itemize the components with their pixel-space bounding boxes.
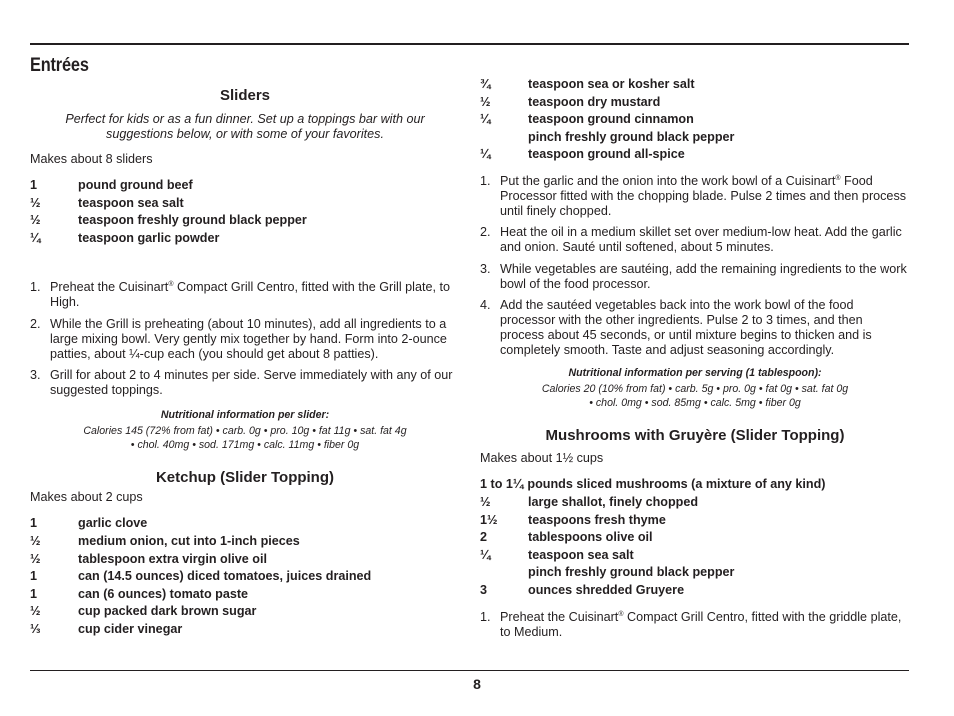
mushrooms-ingredients	[480, 476, 910, 599]
ingredient-item: teaspoon sea salt	[528, 547, 634, 562]
ingredient-item: tablespoons olive oil	[528, 530, 653, 545]
ingredient-item: teaspoon ground cinnamon	[528, 112, 694, 127]
ingredient-row	[480, 94, 910, 112]
step-item	[480, 262, 910, 292]
ingredient-row	[480, 512, 910, 530]
mushrooms-title: Mushrooms with Gruyère (Slider Topping)	[545, 427, 845, 445]
ingredient-item: garlic clove	[78, 516, 148, 531]
ingredient-quantity: ½	[480, 94, 491, 109]
ingredient-row	[30, 515, 460, 533]
sliders-nutrition-line: • chol. 40mg • sod. 171mg • calc. 11mg • fiber 0g	[130, 439, 360, 452]
ingredient-row	[30, 533, 460, 551]
ingredient-row	[480, 111, 910, 129]
ketchup-nutrition	[480, 366, 910, 410]
ingredient-quantity: ⅓	[30, 621, 41, 636]
ingredient-quantity: 1	[30, 586, 38, 601]
ingredient-quantity: 2	[480, 530, 488, 545]
ingredient-row	[30, 212, 460, 230]
page-number: 8	[473, 676, 481, 692]
ingredient-item: medium onion, cut into 1-inch pieces	[78, 533, 300, 548]
ketchup-nutrition-line: • chol. 0mg • sod. 85mg • calc. 5mg • fiber 0g	[589, 397, 801, 410]
ingredient-row	[480, 547, 910, 565]
ingredient-item: tablespoon extra virgin olive oil	[78, 551, 267, 566]
step-item	[480, 174, 910, 219]
ingredient-row	[30, 551, 460, 569]
ingredient-quantity: 1	[30, 516, 38, 531]
step-text-part: Heat the oil in a medium skillet set over medium-low heat. Add the garlic and onion. Sauté until softened, about 5 minutes.	[500, 225, 902, 255]
ketchup-nutrition-title: Nutritional information per serving (1 tablespoon):	[568, 367, 822, 380]
sliders-nutrition	[30, 408, 460, 452]
step-item	[30, 280, 460, 310]
step-item	[480, 225, 910, 255]
step-text	[500, 225, 910, 255]
step-text-part: Add the sautéed vegetables back into the work bowl of the food processor with the other ingredients. Pulse 2 to 3 times, and then process about 45 seconds, or until mixture begins to thicken and is completely smooth. Taste and adjust seasoning accordingly.	[500, 298, 872, 358]
sliders-intro: Perfect for kids or as a fun dinner. Set up a toppings bar with our suggestions below, or with some of your favorites.	[65, 112, 425, 141]
ingredient-row	[30, 621, 460, 639]
ingredient-row	[30, 586, 460, 604]
ingredient-row	[30, 603, 460, 621]
ingredient-row	[480, 494, 910, 512]
ingredient-item: large shallot, finely chopped	[528, 495, 699, 510]
ingredient-quantity: ¼	[30, 230, 41, 245]
sliders-ingredients	[30, 177, 460, 247]
ingredient-quantity: 1½	[480, 512, 498, 527]
bottom-rule	[30, 670, 909, 671]
ketchup-yield: Makes about 2 cups	[30, 490, 143, 505]
ingredient-row	[30, 177, 460, 195]
step-text	[500, 262, 910, 292]
ingredient-row	[480, 476, 910, 494]
ingredient-quantity: 3	[480, 583, 488, 598]
ingredient-item: cup packed dark brown sugar	[78, 604, 257, 619]
left-column	[30, 86, 460, 639]
ketchup-nutrition-line: Calories 20 (10% from fat) • carb. 5g • pro. 0g • fat 0g • sat. fat 0g	[541, 383, 849, 396]
ingredient-row	[30, 195, 460, 213]
step-text	[50, 368, 460, 398]
ingredient-item: teaspoon sea or kosher salt	[528, 77, 695, 91]
ingredient-item: teaspoons fresh thyme	[528, 512, 666, 527]
ingredient-item: can (14.5 ounces) diced tomatoes, juices drained	[78, 569, 372, 584]
ingredient-quantity: ½	[30, 195, 41, 210]
step-number: 4.	[480, 298, 491, 313]
ingredient-quantity: ½	[30, 533, 41, 548]
ingredient-item: teaspoon freshly ground black pepper	[78, 213, 307, 228]
step-text-part: Preheat the Cuisinart	[500, 609, 619, 624]
step-number: 1.	[480, 173, 491, 188]
sliders-title: Sliders	[219, 87, 271, 104]
step-text-part: While the Grill is preheating (about 10 minutes), add all ingredients to a large mixing bowl. Very gently mix together by hand. Form into 2-ounce patties, about ¼-cup each (you should get about 8 patties).	[50, 316, 447, 361]
ingredient-item: cup cider vinegar	[78, 621, 183, 636]
step-item	[480, 610, 910, 640]
step-number: 1.	[30, 280, 41, 295]
registered-mark: ®	[835, 174, 841, 182]
step-text	[500, 174, 910, 219]
ingredient-quantity: ½	[30, 551, 41, 566]
step-item	[30, 368, 460, 398]
ingredient-quantity: ¼	[480, 112, 491, 127]
ingredient-item: teaspoon dry mustard	[528, 94, 661, 109]
ketchup-steps	[480, 174, 910, 359]
step-text-part: Preheat the Cuisinart	[50, 280, 169, 295]
ingredient-item: pound ground beef	[78, 178, 193, 192]
step-text	[500, 298, 910, 358]
mushrooms-steps	[480, 610, 910, 640]
step-number: 2.	[480, 225, 491, 240]
step-text	[50, 280, 460, 310]
ingredient-row	[480, 129, 910, 147]
ingredient-row	[480, 582, 910, 600]
step-item	[30, 317, 460, 362]
step-text-part: Food Processor fitted with the chopping blade. Pulse 2 times and then process until finely chopped.	[500, 173, 907, 218]
ingredient-quantity: ½	[30, 213, 41, 228]
right-column	[480, 76, 910, 646]
ingredient-quantity: 1	[30, 178, 38, 192]
ingredient-row	[480, 529, 910, 547]
sliders-steps	[30, 280, 460, 398]
registered-mark: ®	[618, 610, 624, 618]
ingredient-row	[480, 76, 910, 94]
ingredient-row	[480, 146, 910, 164]
sliders-nutrition-line: Calories 145 (72% from fat) • carb. 0g • pro. 10g • fat 11g • sat. fat 4g	[83, 425, 407, 438]
ingredient-quantity	[480, 129, 528, 147]
sliders-yield: Makes about 8 sliders	[30, 152, 153, 166]
ingredient-quantity	[480, 564, 528, 582]
sliders-nutrition-title: Nutritional information per slider:	[160, 409, 330, 422]
ingredient-item: pinch freshly ground black pepper	[528, 565, 735, 580]
ingredient-row	[30, 230, 460, 248]
ketchup-ingredients	[30, 515, 460, 638]
ketchup-title: Ketchup (Slider Topping)	[155, 469, 335, 487]
ingredient-quantity: 1 to 1¼	[480, 477, 524, 492]
ingredient-item: teaspoon garlic powder	[78, 230, 220, 245]
page-title: Entrées	[30, 55, 89, 76]
step-number: 3.	[480, 261, 491, 276]
ingredient-quantity: ½	[480, 495, 491, 510]
ketchup-ingredients-continued	[480, 76, 910, 164]
step-text-part: Compact Grill Centro, fitted with the griddle plate, to Medium.	[500, 609, 902, 639]
ingredient-row	[30, 568, 460, 586]
ingredient-item: teaspoon sea salt	[78, 195, 184, 210]
ingredient-row	[480, 564, 910, 582]
step-item	[480, 298, 910, 358]
ingredient-quantity: 1	[30, 569, 38, 584]
top-rule	[30, 43, 909, 45]
ingredient-quantity: ¾	[480, 77, 491, 91]
ingredient-quantity: ½	[30, 604, 41, 619]
step-text-part: Put the garlic and the onion into the work bowl of a Cuisinart	[500, 173, 836, 188]
ingredient-item: teaspoon ground all-spice	[528, 147, 685, 162]
step-number: 3.	[30, 368, 41, 383]
ingredient-item: pounds sliced mushrooms (a mixture of any kind)	[527, 477, 826, 492]
ingredient-item: can (6 ounces) tomato paste	[78, 586, 249, 601]
step-text-part: While vegetables are sautéing, add the remaining ingredients to the work bowl of the food processor.	[500, 261, 907, 291]
mushrooms-yield: Makes about 1½ cups	[480, 451, 604, 466]
step-number: 1.	[480, 609, 491, 624]
ingredient-item: ounces shredded Gruyere	[528, 583, 685, 598]
step-text-part: Grill for about 2 to 4 minutes per side. Serve immediately with any of our suggested toppings.	[50, 368, 453, 398]
ingredient-quantity: ¼	[480, 147, 491, 162]
ingredient-item: pinch freshly ground black pepper	[528, 129, 735, 144]
step-text	[50, 317, 460, 362]
ingredient-quantity: ¼	[480, 547, 491, 562]
registered-mark: ®	[168, 281, 174, 289]
step-text-part: Compact Grill Centro, fitted with the Grill plate, to High.	[50, 280, 450, 310]
step-number: 2.	[30, 316, 41, 331]
step-text	[500, 610, 910, 640]
